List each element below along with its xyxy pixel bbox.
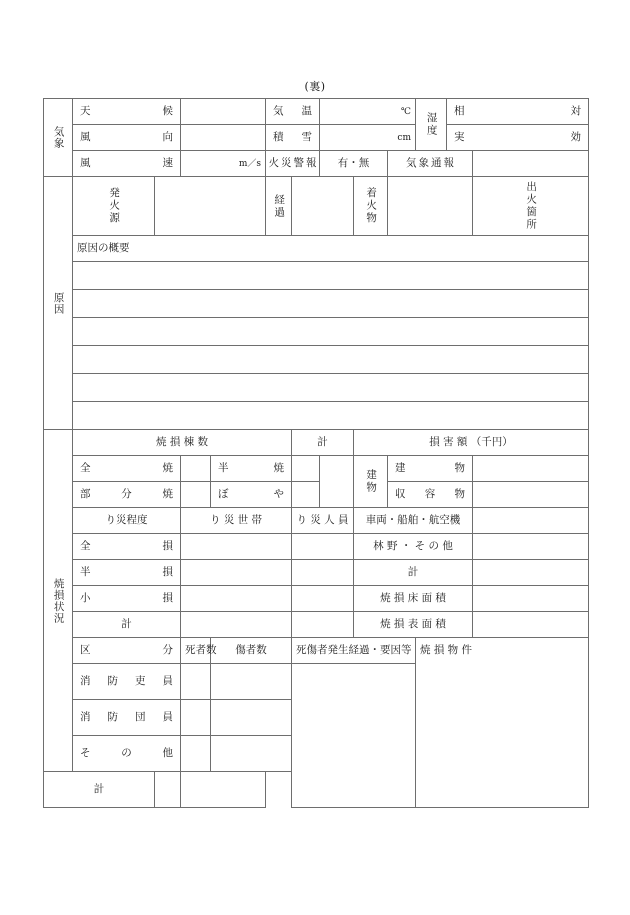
hanson-households[interactable]	[181, 560, 292, 586]
zensho-label: 全 焼	[73, 456, 181, 482]
hanson-persons[interactable]	[292, 560, 354, 586]
fire-incident-report-table	[43, 98, 589, 808]
vehicle-vessel-aircraft-value[interactable]	[473, 508, 589, 534]
loss-total-households[interactable]	[181, 612, 292, 638]
burned-buildings-total-header: 計	[292, 430, 354, 456]
weather-field-tenko-value[interactable]	[181, 99, 266, 125]
cause-summary-line-5	[44, 374, 589, 402]
casualty-deaths-header: 死者数	[181, 638, 211, 664]
building-amount-value[interactable]	[473, 456, 589, 482]
weather-field-jikko-label: 実 効	[447, 125, 589, 151]
weather-field-fusoku-label: 風 速	[73, 151, 181, 177]
weather-field-fuko-label: 風 向	[73, 125, 181, 151]
cause-fields-row	[44, 177, 589, 236]
weather-field-fusoku-value[interactable]	[181, 151, 266, 177]
weather-label-text: 気象	[52, 126, 65, 149]
damage-row-bubunsho	[44, 482, 589, 508]
boya-label: ぼ や	[211, 482, 292, 508]
zensho-value[interactable]	[181, 456, 211, 482]
zenson-households[interactable]	[181, 534, 292, 560]
weather-field-tenko-label: 天 候	[73, 99, 181, 125]
boya-value[interactable]	[292, 482, 320, 508]
casualty-injuries-total[interactable]	[181, 772, 266, 808]
casualty-injuries-shobodanin[interactable]	[211, 700, 292, 736]
weather-row-3	[44, 151, 589, 177]
cause-summary-header-row	[44, 236, 589, 262]
progression-value[interactable]	[292, 177, 354, 236]
damage-label-text: 焼損状況	[52, 577, 65, 624]
ignition-location-label: 出火箇所	[473, 177, 589, 236]
cause-summary-line-4	[44, 346, 589, 374]
cause-summary-line-2	[44, 290, 589, 318]
contents-amount-label: 収 容 物	[388, 482, 473, 508]
building-group-label	[354, 456, 388, 508]
burned-surface-area-label: 焼 損 表 面 積	[354, 612, 473, 638]
casualty-circumstances-header: 死傷者発生経過・要因等	[292, 638, 416, 664]
contents-amount-value[interactable]	[473, 482, 589, 508]
burned-floor-area-value[interactable]	[473, 586, 589, 612]
hanson-label: 半 損	[73, 560, 181, 586]
weather-field-kion-label: 気 温	[266, 99, 320, 125]
hansho-label: 半 焼	[211, 456, 292, 482]
humidity-group-text: 湿度	[425, 112, 438, 137]
cause-section-label	[44, 177, 73, 430]
building-group-text: 建物	[365, 469, 378, 494]
burned-floor-area-label: 焼 損 床 面 積	[354, 586, 473, 612]
weather-row-1	[44, 99, 589, 125]
burned-buildings-header: 焼 損 棟 数	[73, 430, 292, 456]
cause-summary-input-4[interactable]	[73, 346, 589, 374]
casualty-category-shobodanin: 消 防 団 員	[73, 700, 181, 736]
bubunsho-value[interactable]	[181, 482, 211, 508]
forest-other-label: 林 野 ・ そ の 他	[354, 534, 473, 560]
weather-row-2	[44, 125, 589, 151]
casualty-deaths-other[interactable]	[181, 736, 211, 772]
casualty-deaths-shobodanin[interactable]	[181, 700, 211, 736]
building-amount-label: 建 物	[388, 456, 473, 482]
casualty-category-total: 計	[44, 772, 155, 808]
zenson-label: 全 損	[73, 534, 181, 560]
victim-degree-header: り災程度	[73, 508, 181, 534]
shoson-label: 小 損	[73, 586, 181, 612]
casualty-circumstances-value[interactable]	[292, 664, 416, 808]
casualty-deaths-shoboriin[interactable]	[181, 664, 211, 700]
cause-summary-input-5[interactable]	[73, 374, 589, 402]
cm-unit: cm	[397, 132, 411, 143]
cause-summary-line-1	[44, 262, 589, 290]
loss-row-total	[44, 612, 589, 638]
weather-bulletin-value[interactable]	[473, 151, 589, 177]
casualty-category-shoboriin: 消 防 吏 員	[73, 664, 181, 700]
fire-alert-label: 火 災 警 報	[266, 151, 320, 177]
cause-summary-label: 原因の概要	[73, 236, 589, 262]
ignition-source-label: 発火源	[73, 177, 155, 236]
damage-row-zensho	[44, 456, 589, 482]
ignited-object-value[interactable]	[388, 177, 473, 236]
weather-field-fuko-value[interactable]	[181, 125, 266, 151]
damage-amount-header: 損 害 額 （千円）	[354, 430, 589, 456]
fire-alert-value[interactable]: 有・無	[320, 151, 388, 177]
loss-total-persons[interactable]	[292, 612, 354, 638]
loss-row-hanson	[44, 560, 589, 586]
burned-objects-label: 焼 損 物 件	[420, 644, 473, 656]
victim-households-header: り 災 世 帯	[181, 508, 292, 534]
burned-buildings-total-value[interactable]	[320, 456, 354, 508]
loss-row-shoson	[44, 586, 589, 612]
damage-section-label	[44, 430, 73, 772]
zenson-persons[interactable]	[292, 534, 354, 560]
ignited-object-label: 着火物	[354, 177, 388, 236]
cause-summary-input-6[interactable]	[73, 402, 589, 430]
shoson-persons[interactable]	[292, 586, 354, 612]
loss-total-label: 計	[73, 612, 181, 638]
weather-field-sekisetsu-value[interactable]	[320, 125, 416, 151]
loss-row-zenson	[44, 534, 589, 560]
humidity-group-label	[416, 99, 447, 151]
victim-header-row	[44, 508, 589, 534]
cause-summary-input-3[interactable]	[73, 318, 589, 346]
casualty-category-other: そ の 他	[73, 736, 181, 772]
cause-summary-input-2[interactable]	[73, 290, 589, 318]
cause-summary-input-1[interactable]	[73, 262, 589, 290]
weather-bulletin-label: 気 象 通 報	[388, 151, 473, 177]
weather-field-soutai-label: 相 対	[447, 99, 589, 125]
speed-unit: m／s	[238, 158, 261, 169]
progression-label: 経過	[266, 177, 292, 236]
cause-summary-line-3	[44, 318, 589, 346]
casualty-header-row	[44, 638, 589, 664]
forest-other-value[interactable]	[473, 534, 589, 560]
casualty-injuries-other[interactable]	[211, 736, 292, 772]
victim-persons-header: り 災 人 員	[292, 508, 354, 534]
page-marker: (裏)	[304, 80, 326, 93]
burned-surface-area-value[interactable]	[473, 612, 589, 638]
weather-section-label	[44, 99, 73, 177]
weather-field-kion-value[interactable]	[320, 99, 416, 125]
cause-label-text: 原因	[52, 291, 65, 315]
damage-header-row	[44, 430, 589, 456]
casualty-deaths-total[interactable]	[155, 772, 181, 808]
casualty-injuries-shoboriin[interactable]	[211, 664, 292, 700]
casualty-category-header: 区 分	[73, 638, 181, 664]
damage-amount-total-label: 計	[354, 560, 473, 586]
weather-field-sekisetsu-label: 積 雪	[266, 125, 320, 151]
bubunsho-label: 部 分 焼	[73, 482, 181, 508]
vehicle-vessel-aircraft-label: 車両・船舶・航空機	[354, 508, 473, 534]
cause-summary-line-6	[44, 402, 589, 430]
damage-amount-total-value[interactable]	[473, 560, 589, 586]
casualty-injuries-header: 傷者数	[211, 638, 292, 664]
ignition-source-value[interactable]	[155, 177, 266, 236]
celsius-unit: ℃	[400, 106, 411, 117]
burned-objects-cell[interactable]	[416, 638, 589, 808]
shoson-households[interactable]	[181, 586, 292, 612]
hansho-value[interactable]	[292, 456, 320, 482]
